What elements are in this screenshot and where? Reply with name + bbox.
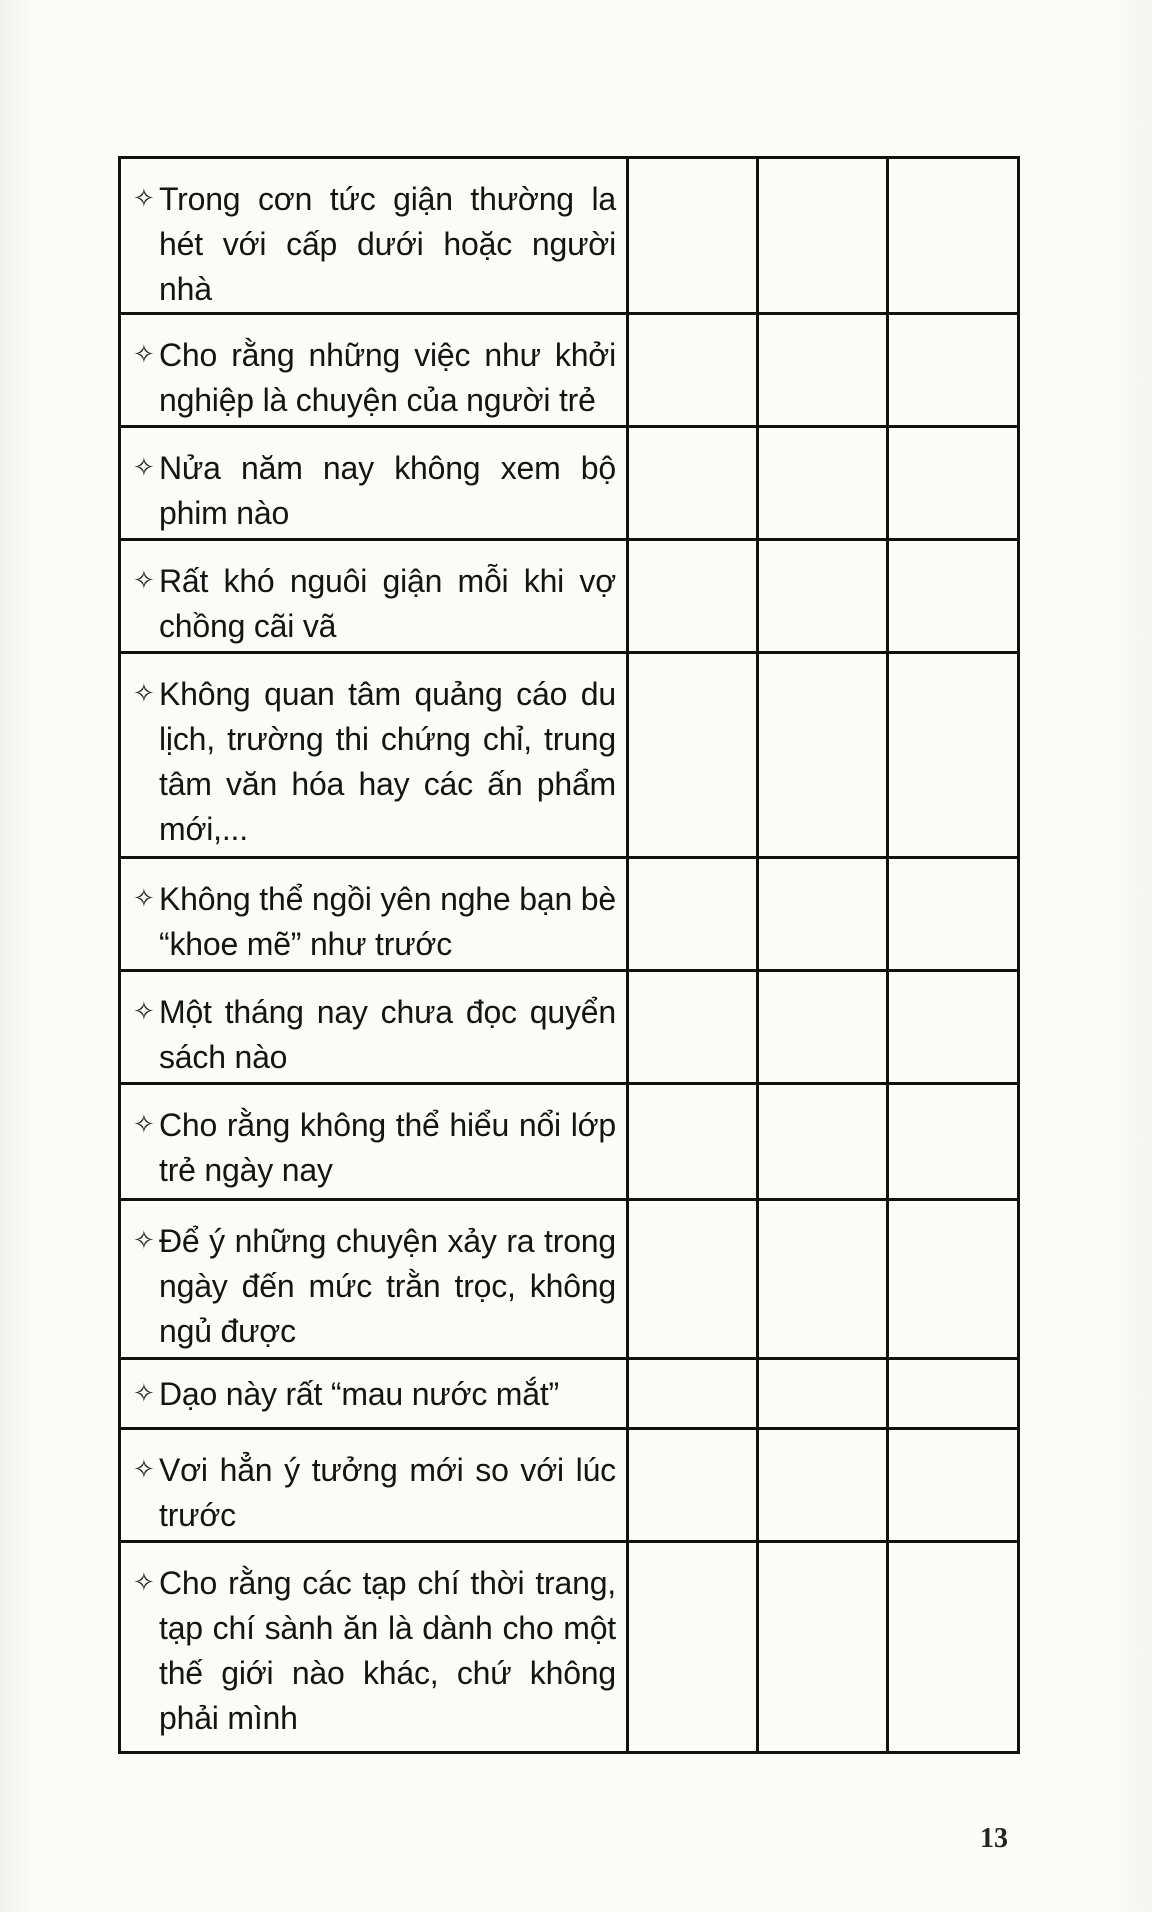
- statement-cell: [120, 540, 628, 653]
- answer-box[interactable]: [758, 1429, 888, 1542]
- answer-box[interactable]: [888, 1200, 1019, 1359]
- table-row: [120, 314, 1019, 427]
- diamond-bullet-icon: ✧: [133, 1226, 155, 1256]
- answer-box[interactable]: [888, 158, 1019, 314]
- answer-box[interactable]: [758, 540, 888, 653]
- table-row: [120, 427, 1019, 540]
- answer-box[interactable]: [758, 971, 888, 1084]
- table-row: [120, 540, 1019, 653]
- checklist-table-wrapper: [118, 156, 1016, 1754]
- statement-text: Để ý những chuyện xảy ra trong ngày đến mức trằn trọc, không ngủ được: [159, 1223, 616, 1349]
- statement-cell: [120, 314, 628, 427]
- statement-cell: [120, 1359, 628, 1429]
- diamond-bullet-icon: ✧: [133, 679, 155, 709]
- table-row: [120, 1200, 1019, 1359]
- answer-box[interactable]: [628, 653, 758, 858]
- page-number: 13: [980, 1823, 1008, 1854]
- answer-box[interactable]: [628, 158, 758, 314]
- diamond-bullet-icon: ✧: [133, 566, 155, 596]
- statement-text: Không thể ngồi yên nghe bạn bè “khoe mẽ” như trước: [159, 881, 616, 962]
- answer-box[interactable]: [758, 158, 888, 314]
- answer-box[interactable]: [628, 540, 758, 653]
- statement-text: Cho rằng những việc như khởi nghiệp là chuyện của người trẻ: [159, 337, 616, 418]
- diamond-bullet-icon: ✧: [133, 1568, 155, 1598]
- statement-text: Rất khó nguôi giận mỗi khi vợ chồng cãi vã: [159, 563, 616, 644]
- answer-box[interactable]: [888, 971, 1019, 1084]
- table-row: [120, 1084, 1019, 1200]
- table-row: [120, 1359, 1019, 1429]
- answer-box[interactable]: [628, 1200, 758, 1359]
- answer-box[interactable]: [628, 1429, 758, 1542]
- statement-cell: [120, 1542, 628, 1753]
- answer-box[interactable]: [888, 540, 1019, 653]
- diamond-bullet-icon: ✧: [133, 340, 155, 370]
- table-row: [120, 971, 1019, 1084]
- statement-text: Cho rằng các tạp chí thời trang, tạp chí sành ăn là dành cho một thế giới nào khác, chứ không phải mình: [159, 1565, 616, 1736]
- answer-box[interactable]: [888, 314, 1019, 427]
- answer-box[interactable]: [628, 1542, 758, 1753]
- answer-box[interactable]: [628, 1084, 758, 1200]
- statement-text: Vơi hẳn ý tưởng mới so với lúc trước: [159, 1452, 616, 1533]
- answer-box[interactable]: [758, 427, 888, 540]
- statement-cell: [120, 1200, 628, 1359]
- table-row: [120, 858, 1019, 971]
- diamond-bullet-icon: ✧: [133, 1110, 155, 1140]
- table-row: [120, 1429, 1019, 1542]
- answer-box[interactable]: [758, 1084, 888, 1200]
- diamond-bullet-icon: ✧: [133, 453, 155, 483]
- answer-box[interactable]: [758, 314, 888, 427]
- checklist-table: [118, 156, 1020, 1754]
- answer-box[interactable]: [888, 1429, 1019, 1542]
- table-row: [120, 158, 1019, 314]
- answer-box[interactable]: [888, 653, 1019, 858]
- answer-box[interactable]: [628, 971, 758, 1084]
- answer-box[interactable]: [628, 1359, 758, 1429]
- diamond-bullet-icon: ✧: [133, 1379, 155, 1409]
- answer-box[interactable]: [628, 858, 758, 971]
- answer-box[interactable]: [628, 427, 758, 540]
- answer-box[interactable]: [758, 1359, 888, 1429]
- answer-box[interactable]: [888, 1359, 1019, 1429]
- answer-box[interactable]: [888, 1084, 1019, 1200]
- statement-cell: [120, 653, 628, 858]
- statement-cell: [120, 1084, 628, 1200]
- answer-box[interactable]: [758, 653, 888, 858]
- statement-cell: [120, 971, 628, 1084]
- answer-box[interactable]: [758, 858, 888, 971]
- statement-text: Nửa năm nay không xem bộ phim nào: [159, 450, 616, 531]
- table-row: [120, 653, 1019, 858]
- answer-box[interactable]: [628, 314, 758, 427]
- diamond-bullet-icon: ✧: [133, 1455, 155, 1485]
- statement-text: Không quan tâm quảng cáo du lịch, trường thi chứng chỉ, trung tâm văn hóa hay các ấn phẩm mới,...: [159, 676, 616, 847]
- answer-box[interactable]: [758, 1200, 888, 1359]
- statement-cell: [120, 427, 628, 540]
- statement-text: Một tháng nay chưa đọc quyển sách nào: [159, 994, 616, 1075]
- answer-box[interactable]: [758, 1542, 888, 1753]
- answer-box[interactable]: [888, 427, 1019, 540]
- statement-cell: [120, 858, 628, 971]
- table-row: [120, 1542, 1019, 1753]
- diamond-bullet-icon: ✧: [133, 997, 155, 1027]
- statement-text: Cho rằng không thể hiểu nổi lớp trẻ ngày nay: [159, 1107, 616, 1188]
- statement-text: Trong cơn tức giận thường la hét với cấp dưới hoặc người nhà: [159, 181, 616, 307]
- answer-box[interactable]: [888, 858, 1019, 971]
- statement-cell: [120, 1429, 628, 1542]
- statement-cell: [120, 158, 628, 314]
- diamond-bullet-icon: ✧: [133, 884, 155, 914]
- diamond-bullet-icon: ✧: [133, 184, 155, 214]
- answer-box[interactable]: [888, 1542, 1019, 1753]
- statement-text: Dạo này rất “mau nước mắt”: [159, 1376, 560, 1412]
